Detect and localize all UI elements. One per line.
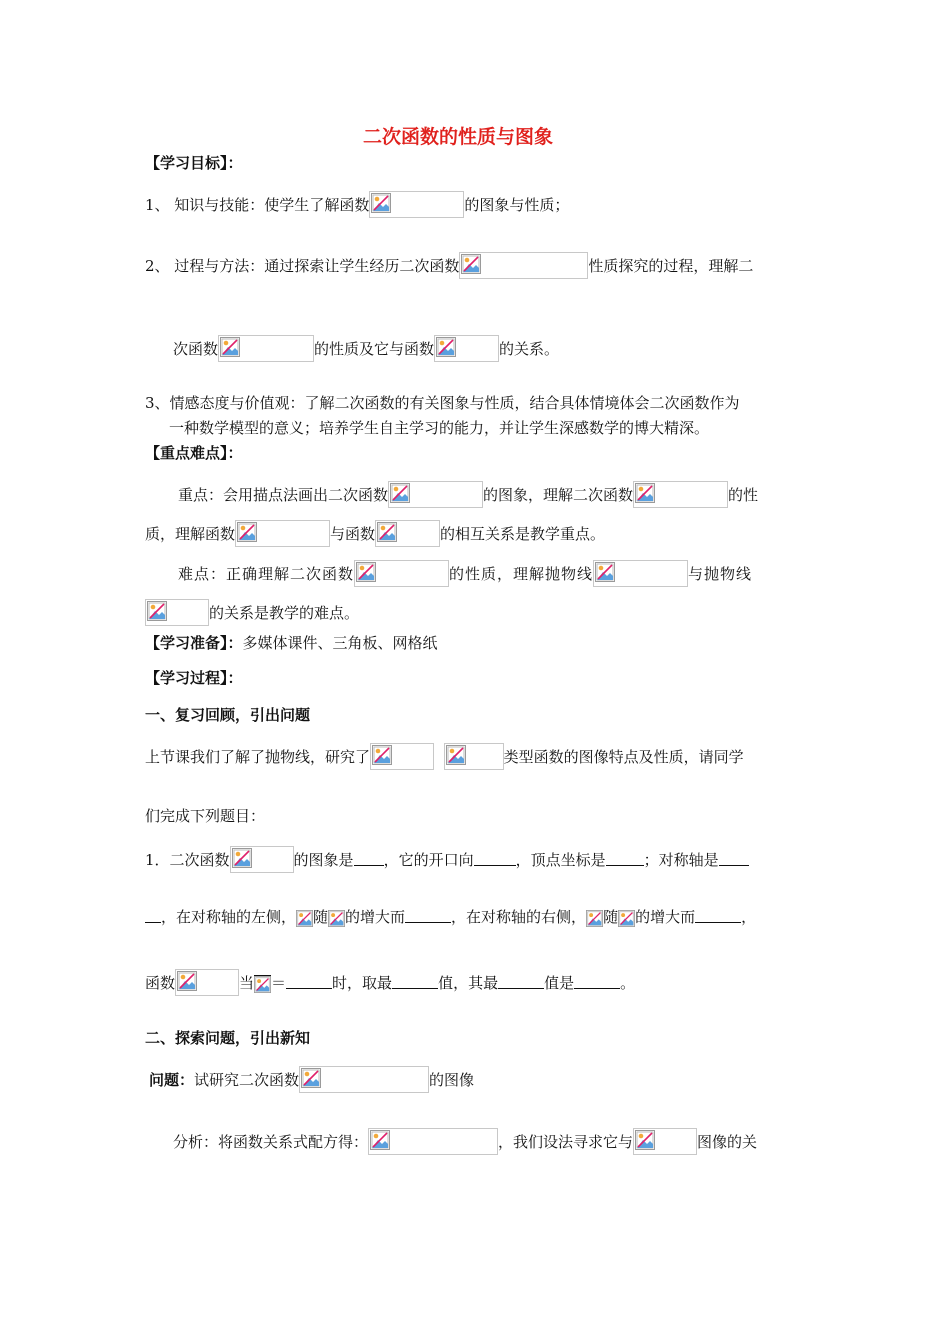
formula-image	[230, 846, 294, 873]
answer-blank[interactable]	[606, 851, 644, 866]
variable-image	[296, 910, 313, 927]
page-title: 二次函数的性质与图象	[363, 126, 554, 148]
formula-image	[218, 335, 314, 362]
formula-image	[368, 1128, 498, 1155]
difficulty-line2: 的关系是教学的难点。	[145, 599, 359, 626]
analysis-line: 分析：将函数关系式配方得： ，我们设法寻求它与 图像的关	[173, 1128, 757, 1155]
answer-blank[interactable]	[574, 974, 620, 989]
variable-image	[254, 975, 271, 993]
question-1-line3: 函数 当 ＝ 时，取最 值，其最 值是 。	[145, 969, 635, 996]
formula-image	[175, 969, 239, 996]
objective-2: 2、 过程与方法：通过探索让学生经历二次函数 性质探究的过程，理解二	[145, 252, 753, 279]
objective-1: 1、 知识与技能：使学生了解函数 的图象与性质；	[145, 191, 569, 218]
formula-image	[434, 335, 499, 362]
formula-image	[299, 1066, 429, 1093]
formula-image	[633, 481, 728, 508]
key-point-line2: 质，理解函数 与函数 的相互关系是教学重点。	[145, 520, 605, 547]
variable-image	[328, 910, 345, 927]
section-1-para-cont: 们完成下列题目：	[145, 807, 266, 825]
keypoints-heading: 【重点难点】：	[145, 444, 243, 462]
key-point-line1: 重点：会用描点法画出二次函数 的图象，理解二次函数 的性	[178, 481, 758, 508]
formula-image	[235, 520, 330, 547]
formula-image	[354, 560, 449, 587]
answer-blank[interactable]	[354, 851, 384, 866]
section-2-heading: 二、探索问题，引出新知	[145, 1029, 311, 1047]
section-1-para: 上节课我们了解了抛物线，研究了 类型函数的图像特点及性质，请同学	[145, 743, 744, 770]
preparation: 【学习准备】：多媒体课件、三角板、网格纸	[145, 634, 438, 652]
answer-blank[interactable]	[498, 974, 544, 989]
question-1-line2: ，在对称轴的左侧， 随 的增大而 ，在对称轴的右侧， 随 的增大而 ，	[145, 907, 756, 927]
answer-blank[interactable]	[145, 908, 161, 923]
answer-blank[interactable]	[392, 974, 438, 989]
answer-blank[interactable]	[695, 908, 741, 923]
section-1-heading: 一、复习回顾，引出问题	[145, 706, 311, 724]
formula-image	[459, 252, 588, 279]
difficulty-line1: 难点：正确理解二次函数 的性质，理解抛物线 与抛物线	[178, 560, 752, 587]
formula-image	[593, 560, 688, 587]
formula-image	[633, 1128, 697, 1155]
variable-image	[618, 910, 635, 927]
formula-image	[370, 743, 434, 770]
objective-2-cont: 次函数 的性质及它与函数 的关系。	[173, 335, 559, 362]
answer-blank[interactable]	[286, 974, 332, 989]
objective-3-line1: 3、情感态度与价值观：了解二次函数的有关图象与性质，结合具体情境体会二次函数作为	[145, 394, 740, 412]
answer-blank[interactable]	[474, 851, 516, 866]
formula-image	[375, 520, 440, 547]
formula-image	[145, 599, 209, 626]
variable-image	[586, 910, 603, 927]
formula-image	[369, 191, 464, 218]
answer-blank[interactable]	[405, 908, 451, 923]
formula-image	[388, 481, 483, 508]
formula-image	[444, 743, 504, 770]
objectives-heading: 【学习目标】：	[145, 154, 243, 172]
problem-line: 问题：试研究二次函数 的图像	[149, 1066, 474, 1093]
objective-3-line2: 一种数学模型的意义；培养学生自主学习的能力，并让学生深感数学的博大精深。	[169, 419, 710, 437]
question-1-line1: 1．二次函数 的图象是 ，它的开口向 ，顶点坐标是 ；对称轴是	[145, 846, 749, 873]
answer-blank[interactable]	[719, 851, 749, 866]
process-heading: 【学习过程】：	[145, 669, 243, 687]
